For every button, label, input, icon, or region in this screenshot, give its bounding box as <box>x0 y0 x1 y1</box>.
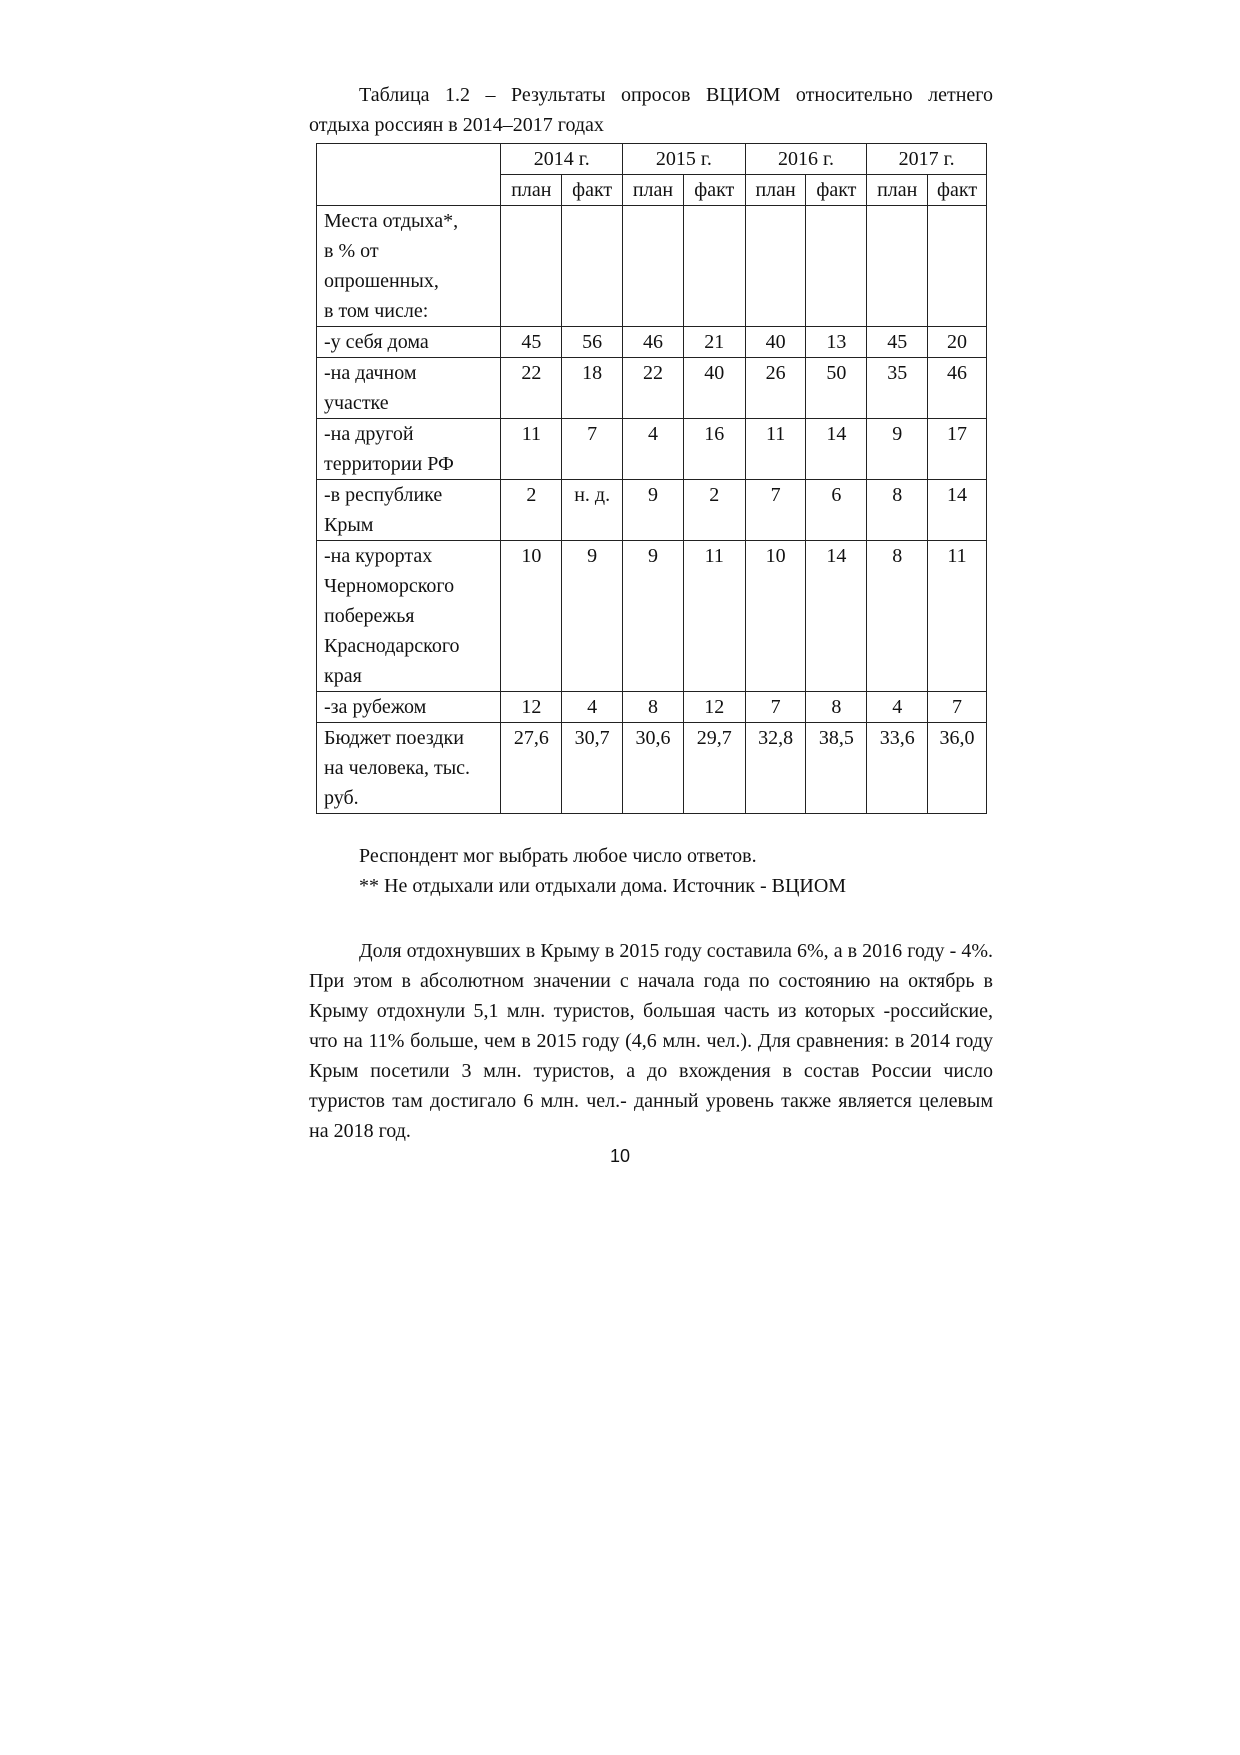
value-cell: 32,8 <box>745 723 806 814</box>
table-row <box>317 419 987 480</box>
value-cell: 9 <box>867 419 928 480</box>
fact-subheader: факт <box>806 175 867 206</box>
row-label-line: края <box>324 665 362 687</box>
row-label-line: опрошенных, <box>324 270 439 292</box>
row-label-line: -в республике <box>324 484 443 506</box>
row-label-line: Черноморского <box>324 575 455 597</box>
row-label-cell <box>317 419 501 480</box>
table-row <box>317 327 987 358</box>
table-row <box>317 358 987 419</box>
value-cell: 13 <box>806 327 867 358</box>
year-header: 2015 г. <box>623 144 746 175</box>
table-row <box>317 692 987 723</box>
row-label-cell <box>317 358 501 419</box>
value-cell: 35 <box>867 358 928 419</box>
value-cell: 8 <box>806 692 867 723</box>
value-cell <box>745 206 806 327</box>
value-cell: 8 <box>623 692 684 723</box>
value-cell: 14 <box>806 541 867 692</box>
value-cell: 8 <box>867 541 928 692</box>
row-label-line: руб. <box>324 787 359 809</box>
row-label-line: участке <box>324 392 389 414</box>
value-cell: 12 <box>501 692 562 723</box>
value-cell: 17 <box>928 419 987 480</box>
value-cell: 11 <box>745 419 806 480</box>
value-cell: 7 <box>745 480 806 541</box>
value-cell: 46 <box>928 358 987 419</box>
value-cell: 7 <box>562 419 623 480</box>
value-cell: 4 <box>623 419 684 480</box>
table-row <box>317 541 987 692</box>
value-cell: 38,5 <box>806 723 867 814</box>
value-cell: 22 <box>623 358 684 419</box>
value-cell: 16 <box>683 419 745 480</box>
row-label-line: в том числе: <box>324 300 429 322</box>
value-cell <box>928 206 987 327</box>
value-cell: 14 <box>806 419 867 480</box>
row-label-line: побережья <box>324 605 415 627</box>
value-cell: 2 <box>501 480 562 541</box>
table-row <box>317 206 987 327</box>
value-cell: 33,6 <box>867 723 928 814</box>
value-cell: 40 <box>683 358 745 419</box>
value-cell <box>806 206 867 327</box>
value-cell: 4 <box>867 692 928 723</box>
row-label-line: -на курортах <box>324 545 433 567</box>
value-cell: 56 <box>562 327 623 358</box>
row-label-line: на человека, тыс. <box>324 757 471 779</box>
table-caption <box>309 80 993 140</box>
value-cell: 11 <box>683 541 745 692</box>
value-cell: 26 <box>745 358 806 419</box>
value-cell: 8 <box>867 480 928 541</box>
row-label-cell <box>317 541 501 692</box>
value-cell: 7 <box>745 692 806 723</box>
value-cell: 9 <box>623 541 684 692</box>
value-cell: 9 <box>562 541 623 692</box>
fact-subheader: факт <box>928 175 987 206</box>
row-label-line: в % от <box>324 240 379 262</box>
table-caption-line-1: Таблица 1.2 – Результаты опросов ВЦИОМ относительно летнего <box>359 84 993 106</box>
row-label-cell <box>317 206 501 327</box>
value-cell: 11 <box>501 419 562 480</box>
row-label-cell <box>317 327 501 358</box>
row-label-cell <box>317 480 501 541</box>
row-label-line: Краснодарского <box>324 635 460 657</box>
row-label-line: -за рубежом <box>324 696 427 718</box>
value-cell: 45 <box>867 327 928 358</box>
row-label-line: Места отдыха*, <box>324 210 459 232</box>
value-cell: 22 <box>501 358 562 419</box>
value-cell: 20 <box>928 327 987 358</box>
value-cell: 36,0 <box>928 723 987 814</box>
value-cell: 18 <box>562 358 623 419</box>
value-cell: 50 <box>806 358 867 419</box>
table-caption-line-2: отдыха россиян в 2014–2017 годах <box>309 114 604 136</box>
footnote-source: ** Не отдыхали или отдыхали дома. Источник - ВЦИОМ <box>359 875 847 897</box>
row-label-line: территории РФ <box>324 453 454 475</box>
plan-subheader: план <box>745 175 806 206</box>
value-cell <box>623 206 684 327</box>
value-cell: н. д. <box>562 480 623 541</box>
table-row <box>317 480 987 541</box>
table-row <box>317 723 987 814</box>
value-cell: 46 <box>623 327 684 358</box>
body-paragraph-text: Доля отдохнувших в Крыму в 2015 году составила 6%, а в 2016 году - 4%. При этом в абсолютном значении с начала года по состоянию на октябрь в Крыму отдохнули 5,1 млн. туристов, большая часть из которых -российские, что на 11% больше, чем в 2015 году (4,6 млн. чел.). Для сравнения: в 2014 году Крым посетили 3 млн. туристов, а до вхождения в состав России число туристов там достигало 6 млн. чел.- данный уровень также является целевым на 2018 год. <box>309 940 993 1142</box>
value-cell: 27,6 <box>501 723 562 814</box>
row-label-line: -у себя дома <box>324 331 429 353</box>
value-cell: 10 <box>745 541 806 692</box>
value-cell: 6 <box>806 480 867 541</box>
value-cell: 45 <box>501 327 562 358</box>
value-cell: 4 <box>562 692 623 723</box>
fact-subheader: факт <box>683 175 745 206</box>
survey-results-table <box>316 143 987 814</box>
value-cell: 14 <box>928 480 987 541</box>
footnote-respondents: Респондент мог выбрать любое число ответов. <box>359 845 757 867</box>
value-cell: 9 <box>623 480 684 541</box>
plan-subheader: план <box>867 175 928 206</box>
value-cell <box>683 206 745 327</box>
year-header: 2016 г. <box>745 144 867 175</box>
value-cell <box>867 206 928 327</box>
value-cell: 40 <box>745 327 806 358</box>
fact-subheader: факт <box>562 175 623 206</box>
value-cell: 29,7 <box>683 723 745 814</box>
value-cell: 7 <box>928 692 987 723</box>
row-label-cell <box>317 692 501 723</box>
year-header: 2014 г. <box>501 144 623 175</box>
table-corner-cell <box>317 144 501 206</box>
plan-subheader: план <box>501 175 562 206</box>
value-cell: 12 <box>683 692 745 723</box>
value-cell: 30,6 <box>623 723 684 814</box>
page-number: 10 <box>609 1146 631 1166</box>
body-paragraph <box>309 936 993 1146</box>
row-label-line: -на дачном <box>324 362 417 384</box>
plan-subheader: план <box>623 175 684 206</box>
value-cell <box>562 206 623 327</box>
table-year-header-row <box>317 144 987 175</box>
value-cell <box>501 206 562 327</box>
row-label-cell <box>317 723 501 814</box>
row-label-line: Бюджет поездки <box>324 727 464 749</box>
value-cell: 30,7 <box>562 723 623 814</box>
value-cell: 21 <box>683 327 745 358</box>
value-cell: 11 <box>928 541 987 692</box>
value-cell: 2 <box>683 480 745 541</box>
table-body <box>317 206 987 814</box>
value-cell: 10 <box>501 541 562 692</box>
row-label-line: -на другой <box>324 423 414 445</box>
year-header: 2017 г. <box>867 144 987 175</box>
row-label-line: Крым <box>324 514 374 536</box>
